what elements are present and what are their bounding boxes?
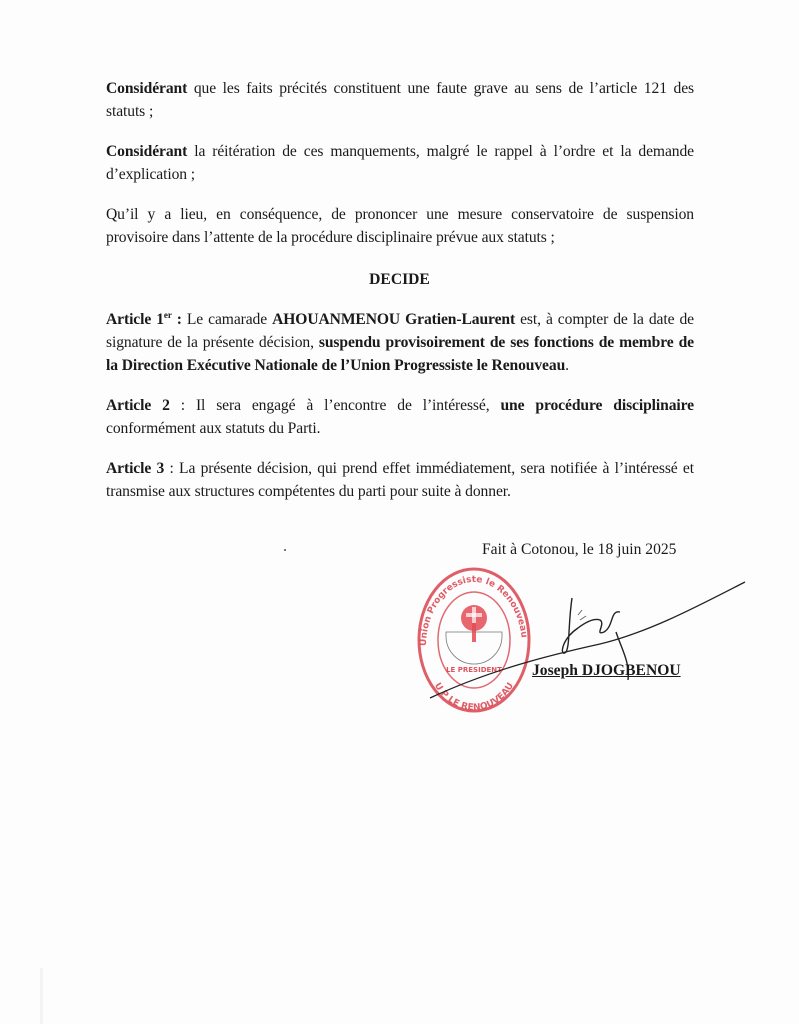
article-1-label: Article 1er :	[106, 309, 182, 328]
article-3-label: Article 3	[106, 460, 165, 477]
article-2: Article 2 : Il sera engagé à l’encontre de l’intéressé, une procédure disciplinaire conformément aux statuts du Parti.	[106, 397, 695, 437]
article-3: Article 3 : La présente décision, qui prend effet immédiatement, sera notifiée à l’intéressé et transmise aux structures compétentes du parti pour suite à donner.	[106, 460, 694, 500]
considerant-lead: Considérant	[106, 80, 188, 97]
considerant-lead: Considérant	[106, 143, 188, 160]
place-date: Fait à Cotonou, le 18 juin 2025	[482, 541, 677, 558]
article-1: Article 1er : Le camarade AHOUANMENOU Gratien-Laurent est, à compter de la date de signature de la présente décision, suspendu provisoirement de ses fonctions de membre de la Direction Exécutive Nationale de l’Union Progressiste le Renouveau.	[106, 309, 694, 374]
considerant-text: la réitération de ces manquements, malgré le rappel à l’ordre et la demande d’explication ;	[106, 143, 694, 183]
decide-heading: DECIDE	[369, 271, 430, 288]
page-edge-shadow	[40, 968, 43, 1024]
member-name: AHOUANMENOU Gratien-Laurent	[272, 311, 516, 328]
signature	[410, 570, 750, 710]
signatory-name: Joseph DJOGBENOU	[532, 662, 681, 679]
disciplinary-procedure: une procédure disciplinaire	[500, 397, 695, 414]
considerant-paragraph-2	[106, 140, 694, 186]
article-2-label: Article 2	[106, 397, 170, 414]
considerant-paragraph-1	[106, 77, 694, 123]
stamp-bottom-text: U P LE RENOUVEAU	[431, 681, 517, 714]
suspension-text: suspendu provisoirement de ses fonctions de membre de la Direction Exécutive Nationale de l’Union Progressiste le Renouveau	[106, 334, 694, 374]
quil-y-a-lieu-paragraph: Qu’il y a lieu, en conséquence, de prononcer une mesure conservatoire de suspension provisoire dans l’attente de la procédure disciplinaire prévue aux statuts ;	[106, 206, 694, 246]
stamp-outer-text: Union Progressiste le Renouveau	[418, 574, 529, 647]
considerant-text: que les faits précités constituent une faute grave au sens de l’article 121 des statuts ;	[106, 80, 694, 120]
stray-dot	[284, 549, 286, 551]
stamp-inner-text: LE PRESIDENT	[446, 666, 502, 674]
